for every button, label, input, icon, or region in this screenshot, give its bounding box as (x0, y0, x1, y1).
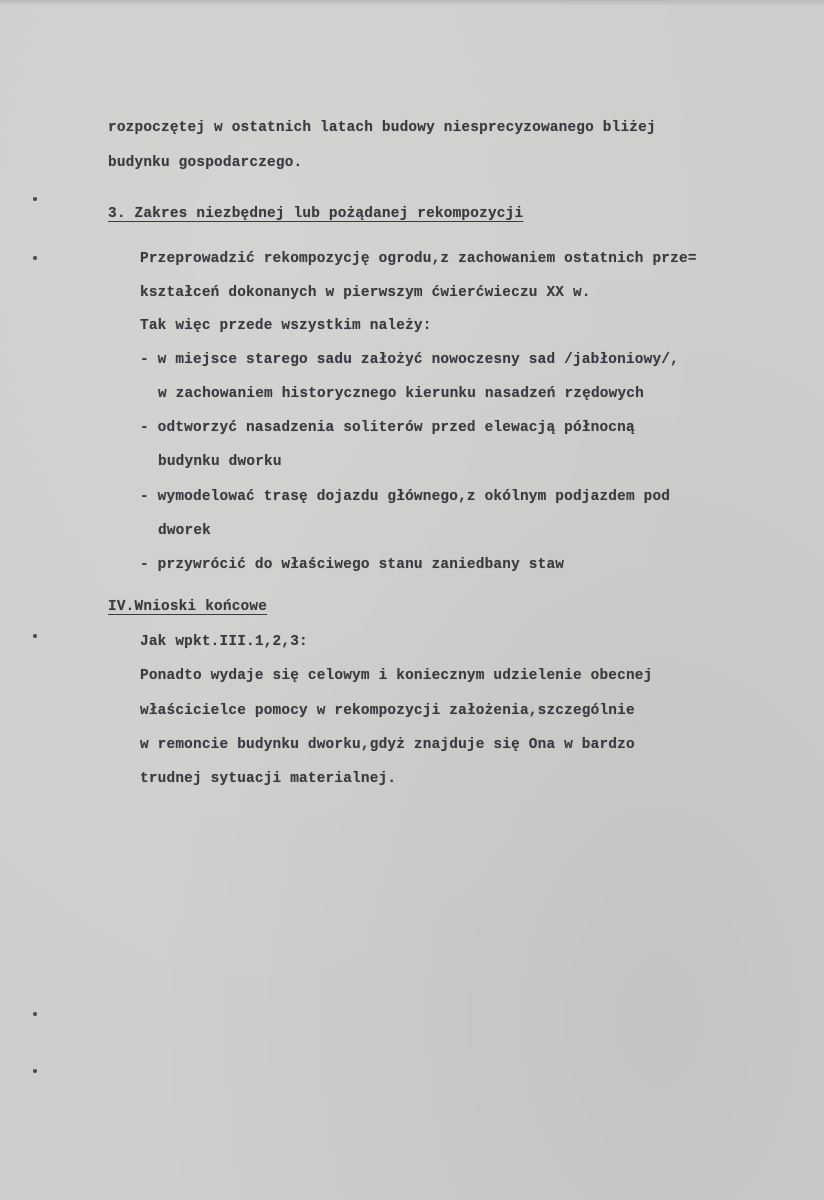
body-text-line: właścicielce pomocy w rekompozycji założenia,szczególnie (140, 703, 635, 719)
list-item-continuation: budynku dworku (158, 454, 282, 470)
punch-hole-mark (33, 197, 37, 201)
body-text-line: Ponadto wydaje się celowym i koniecznym udzielenie obecnej (140, 668, 653, 684)
punch-hole-mark (33, 1012, 37, 1016)
list-item-continuation: w zachowaniem historycznego kierunku nasadzeń rzędowych (158, 386, 644, 402)
list-item: - przywrócić do właściwego stanu zaniedbany staw (140, 557, 565, 573)
body-text-line: budynku gospodarczego. (108, 155, 303, 171)
punch-hole-mark (33, 1069, 37, 1073)
section-heading: IV.Wnioski końcowe (108, 599, 268, 615)
body-text-line: rozpoczętej w ostatnich latach budowy niesprecyzowanego bliżej (108, 120, 656, 136)
punch-hole-mark (33, 256, 37, 260)
list-item: - wymodelować trasę dojazdu głównego,z okólnym podjazdem pod (140, 489, 671, 505)
page-edge-shadow (0, 0, 824, 6)
body-text-line: Przeprowadzić rekompozycję ogrodu,z zachowaniem ostatnich prze= (140, 251, 697, 267)
punch-hole-mark (33, 634, 37, 638)
body-text-line: kształceń dokonanych w pierwszym ćwierćwieczu XX w. (140, 285, 591, 301)
body-text-line: Jak wpkt.III.1,2,3: (140, 634, 308, 650)
list-item: - w miejsce starego sadu założyć nowoczesny sad /jabłoniowy/, (140, 352, 679, 368)
body-text-line: w remoncie budynku dworku,gdyż znajduje się Ona w bardzo (140, 737, 635, 753)
body-text-line: trudnej sytuacji materialnej. (140, 771, 397, 787)
list-item-continuation: dworek (158, 523, 212, 539)
body-text-line: Tak więc przede wszystkim należy: (140, 318, 432, 334)
list-item: - odtworzyć nasadzenia soliterów przed elewacją północną (140, 420, 635, 436)
section-heading: 3. Zakres niezbędnej lub pożądanej rekompozycji (108, 206, 524, 222)
